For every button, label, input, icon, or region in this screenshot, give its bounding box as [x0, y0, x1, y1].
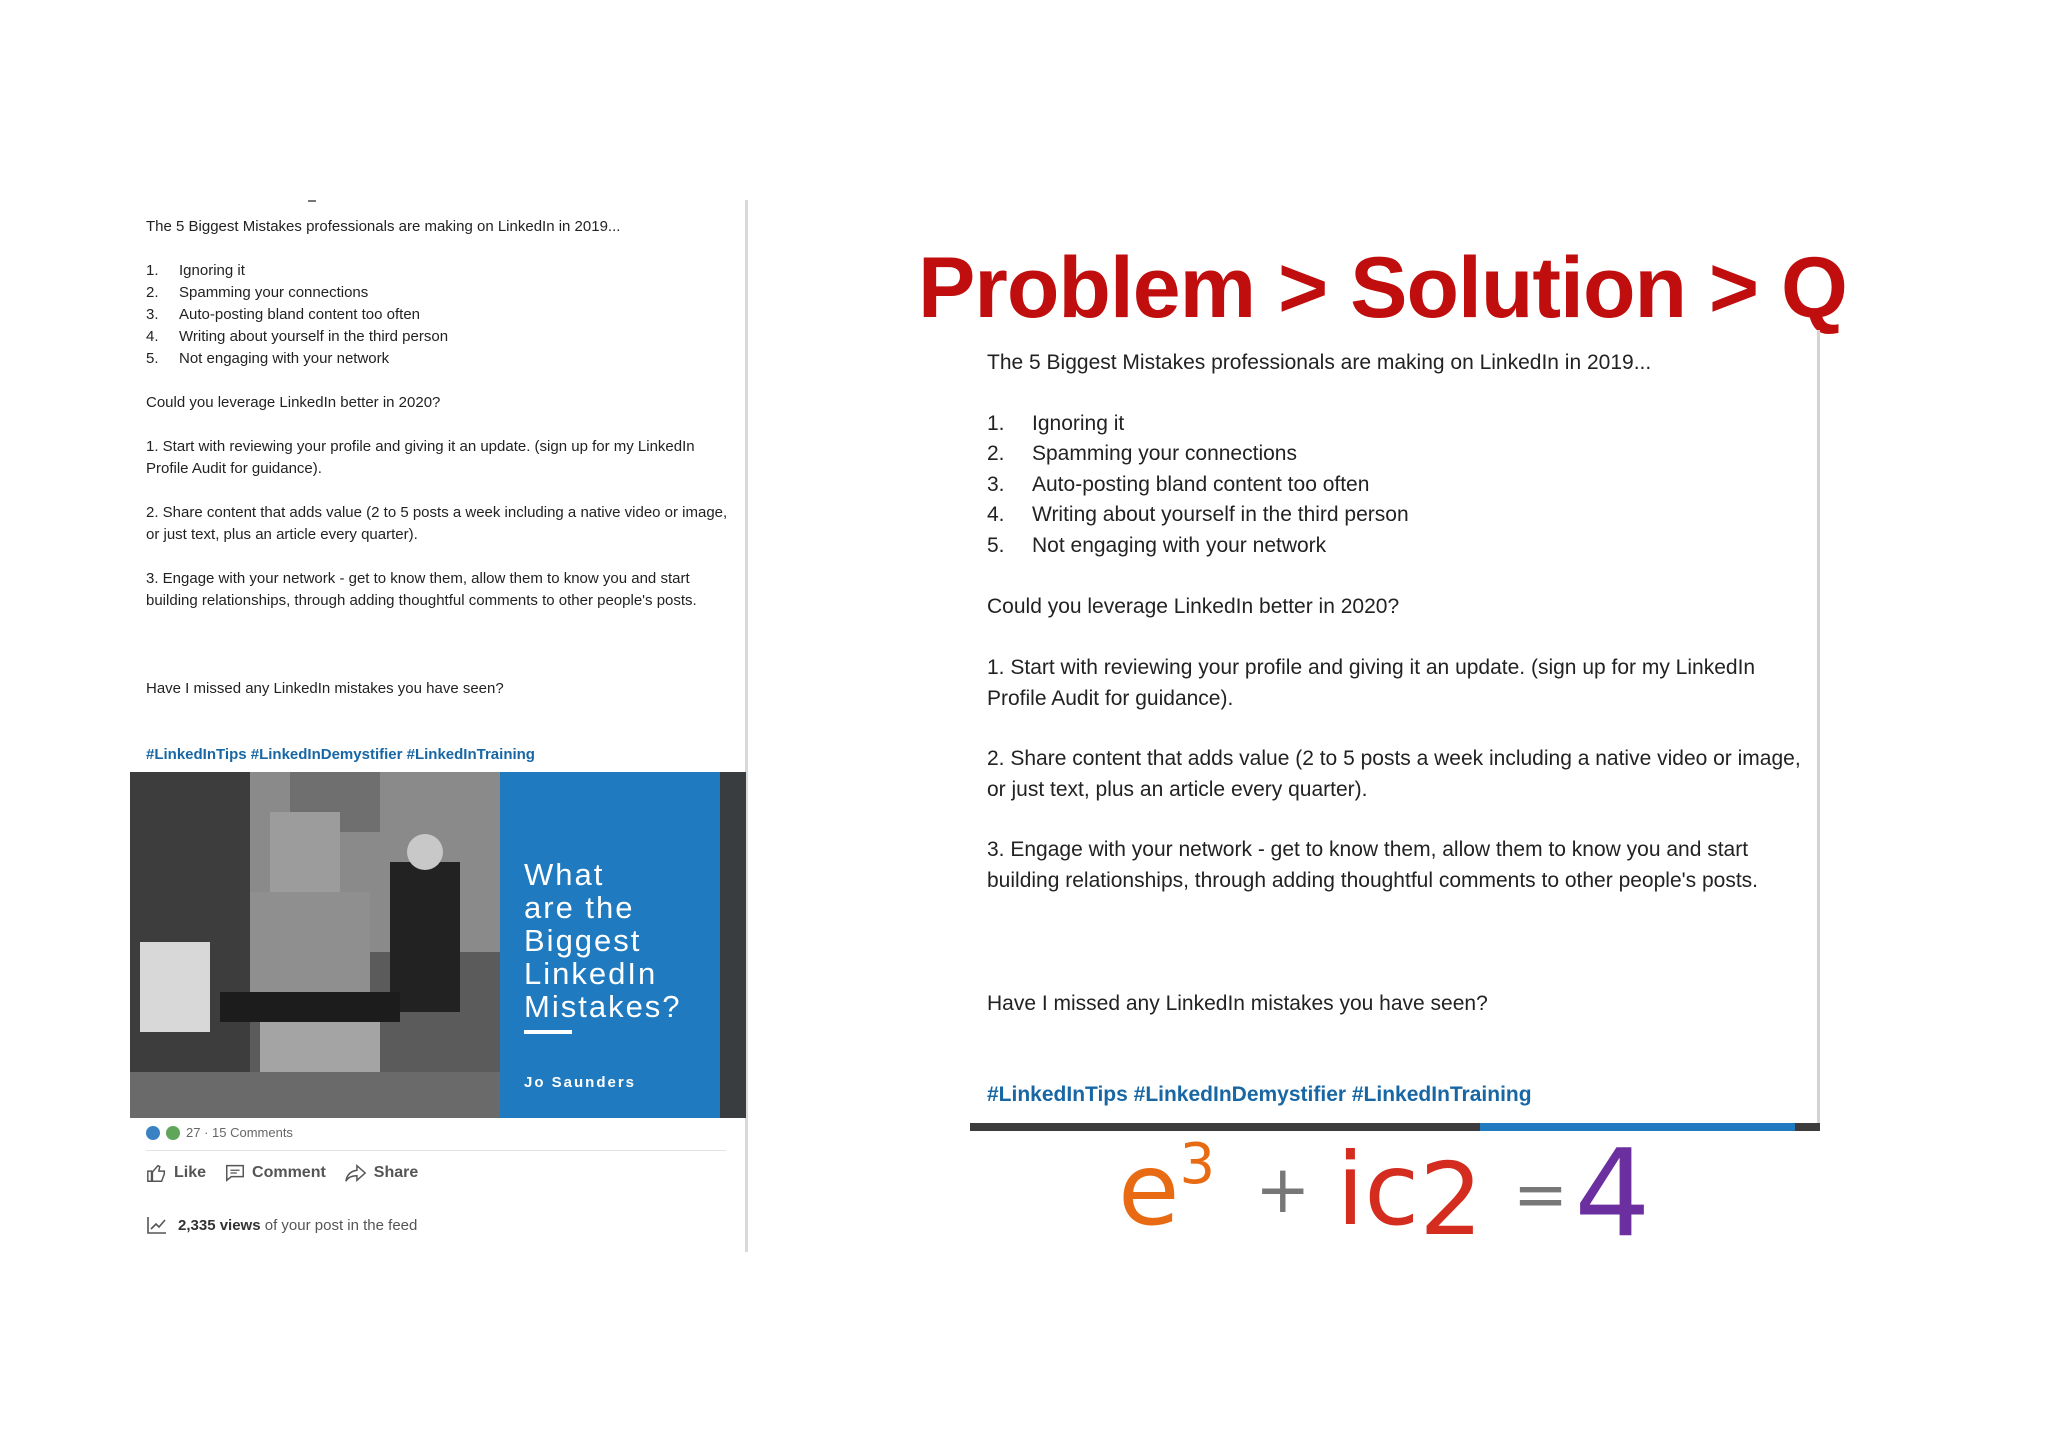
formula-logo	[1118, 1125, 1651, 1264]
post-intro: The 5 Biggest Mistakes professionals are making on LinkedIn in 2019...	[146, 218, 621, 235]
post-hashtags[interactable]: #LinkedInTips #LinkedInDemystifier #LinkedInTraining	[146, 746, 535, 763]
views-count: 2,335 views	[178, 1216, 261, 1234]
mistake-item: 4. Writing about yourself in the third person	[987, 503, 1409, 526]
photo-robot-statue	[130, 772, 500, 1118]
post-tip-3: 3. Engage with your network - get to know them, allow them to know you and start building relationships, through adding thoughtful comments to other people's posts.	[146, 570, 697, 609]
mistake-item: 5. Not engaging with your network	[987, 534, 1327, 557]
comment-icon	[224, 1162, 246, 1184]
title-underline	[524, 1030, 572, 1034]
post-tip-2: 2. Share content that adds value (2 to 5 posts a week including a native video or image, or just text, plus an article every quarter).	[987, 747, 1801, 801]
post-image[interactable]	[130, 772, 746, 1118]
formula-ic-exponent: 2	[1419, 1141, 1483, 1258]
post-question: Could you leverage LinkedIn better in 2020?	[146, 394, 441, 411]
post-actions	[146, 1162, 418, 1184]
mistake-item: 3. Auto-posting bland content too often	[987, 473, 1370, 496]
image-title: What are the Biggest LinkedIn Mistakes?	[524, 857, 682, 1024]
mistake-item: 2. Spamming your connections	[987, 442, 1297, 465]
post-tip-1: 1. Start with reviewing your profile and giving it an update. (sign up for my LinkedIn Profile Audit for guidance).	[146, 438, 695, 477]
mistake-item: 5. Not engaging with your network	[146, 350, 390, 367]
image-edge	[720, 772, 746, 1118]
reaction-summary[interactable]	[146, 1125, 293, 1140]
enlarged-post	[970, 330, 1820, 1130]
share-button[interactable]: Share	[344, 1162, 418, 1184]
comment-button[interactable]: Comment	[224, 1162, 326, 1184]
celebrate-reaction-icon	[166, 1126, 180, 1140]
views-suffix: of your post in the feed	[264, 1216, 418, 1234]
image-author: Jo Saunders	[524, 1074, 637, 1091]
like-reaction-icon	[146, 1126, 160, 1140]
formula-equals: =	[1512, 1156, 1569, 1233]
post-tip-3: 3. Engage with your network - get to know them, allow them to know you and start building relationships, through adding thoughtful comments to other people's posts.	[987, 838, 1759, 892]
post-tip-2: 2. Share content that adds value (2 to 5 posts a week including a native video or image, or just text, plus an article every quarter).	[146, 504, 728, 543]
image-title-panel	[500, 772, 720, 1118]
mistake-item: 3. Auto-posting bland content too often	[146, 306, 421, 323]
formula-e: e	[1118, 1131, 1180, 1248]
page-heading: Problem > Solution > Q	[918, 240, 1847, 336]
formula-plus: +	[1255, 1151, 1311, 1228]
linkedin-post	[130, 200, 748, 1252]
post-tip-1: 1. Start with reviewing your profile and giving it an update. (sign up for my LinkedIn Profile Audit for guidance).	[987, 656, 1756, 710]
scroll-marker	[308, 200, 316, 202]
post-hashtags[interactable]: #LinkedInTips #LinkedInDemystifier #LinkedInTraining	[987, 1083, 1532, 1106]
divider	[146, 1150, 726, 1151]
analytics-chart-icon	[146, 1215, 168, 1235]
post-closing: Have I missed any LinkedIn mistakes you have seen?	[146, 680, 504, 697]
mistake-item: 4. Writing about yourself in the third person	[146, 328, 449, 345]
mistake-item: 1. Ignoring it	[146, 262, 245, 279]
post-intro: The 5 Biggest Mistakes professionals are making on LinkedIn in 2019...	[987, 351, 1652, 374]
reaction-count: 27 · 15 Comments	[186, 1125, 293, 1140]
post-closing: Have I missed any LinkedIn mistakes you have seen?	[987, 992, 1488, 1015]
share-arrow-icon	[344, 1162, 368, 1184]
formula-result: 4	[1574, 1125, 1651, 1264]
post-views[interactable]	[146, 1215, 417, 1235]
mistake-item: 2. Spamming your connections	[146, 284, 369, 301]
formula-e-exponent: 3	[1179, 1132, 1216, 1197]
thumbs-up-icon	[146, 1162, 168, 1184]
like-button[interactable]: Like	[146, 1162, 206, 1184]
mistake-item: 1. Ignoring it	[987, 412, 1125, 435]
post-question: Could you leverage LinkedIn better in 2020?	[987, 595, 1400, 618]
formula-ic: ic	[1336, 1131, 1420, 1248]
